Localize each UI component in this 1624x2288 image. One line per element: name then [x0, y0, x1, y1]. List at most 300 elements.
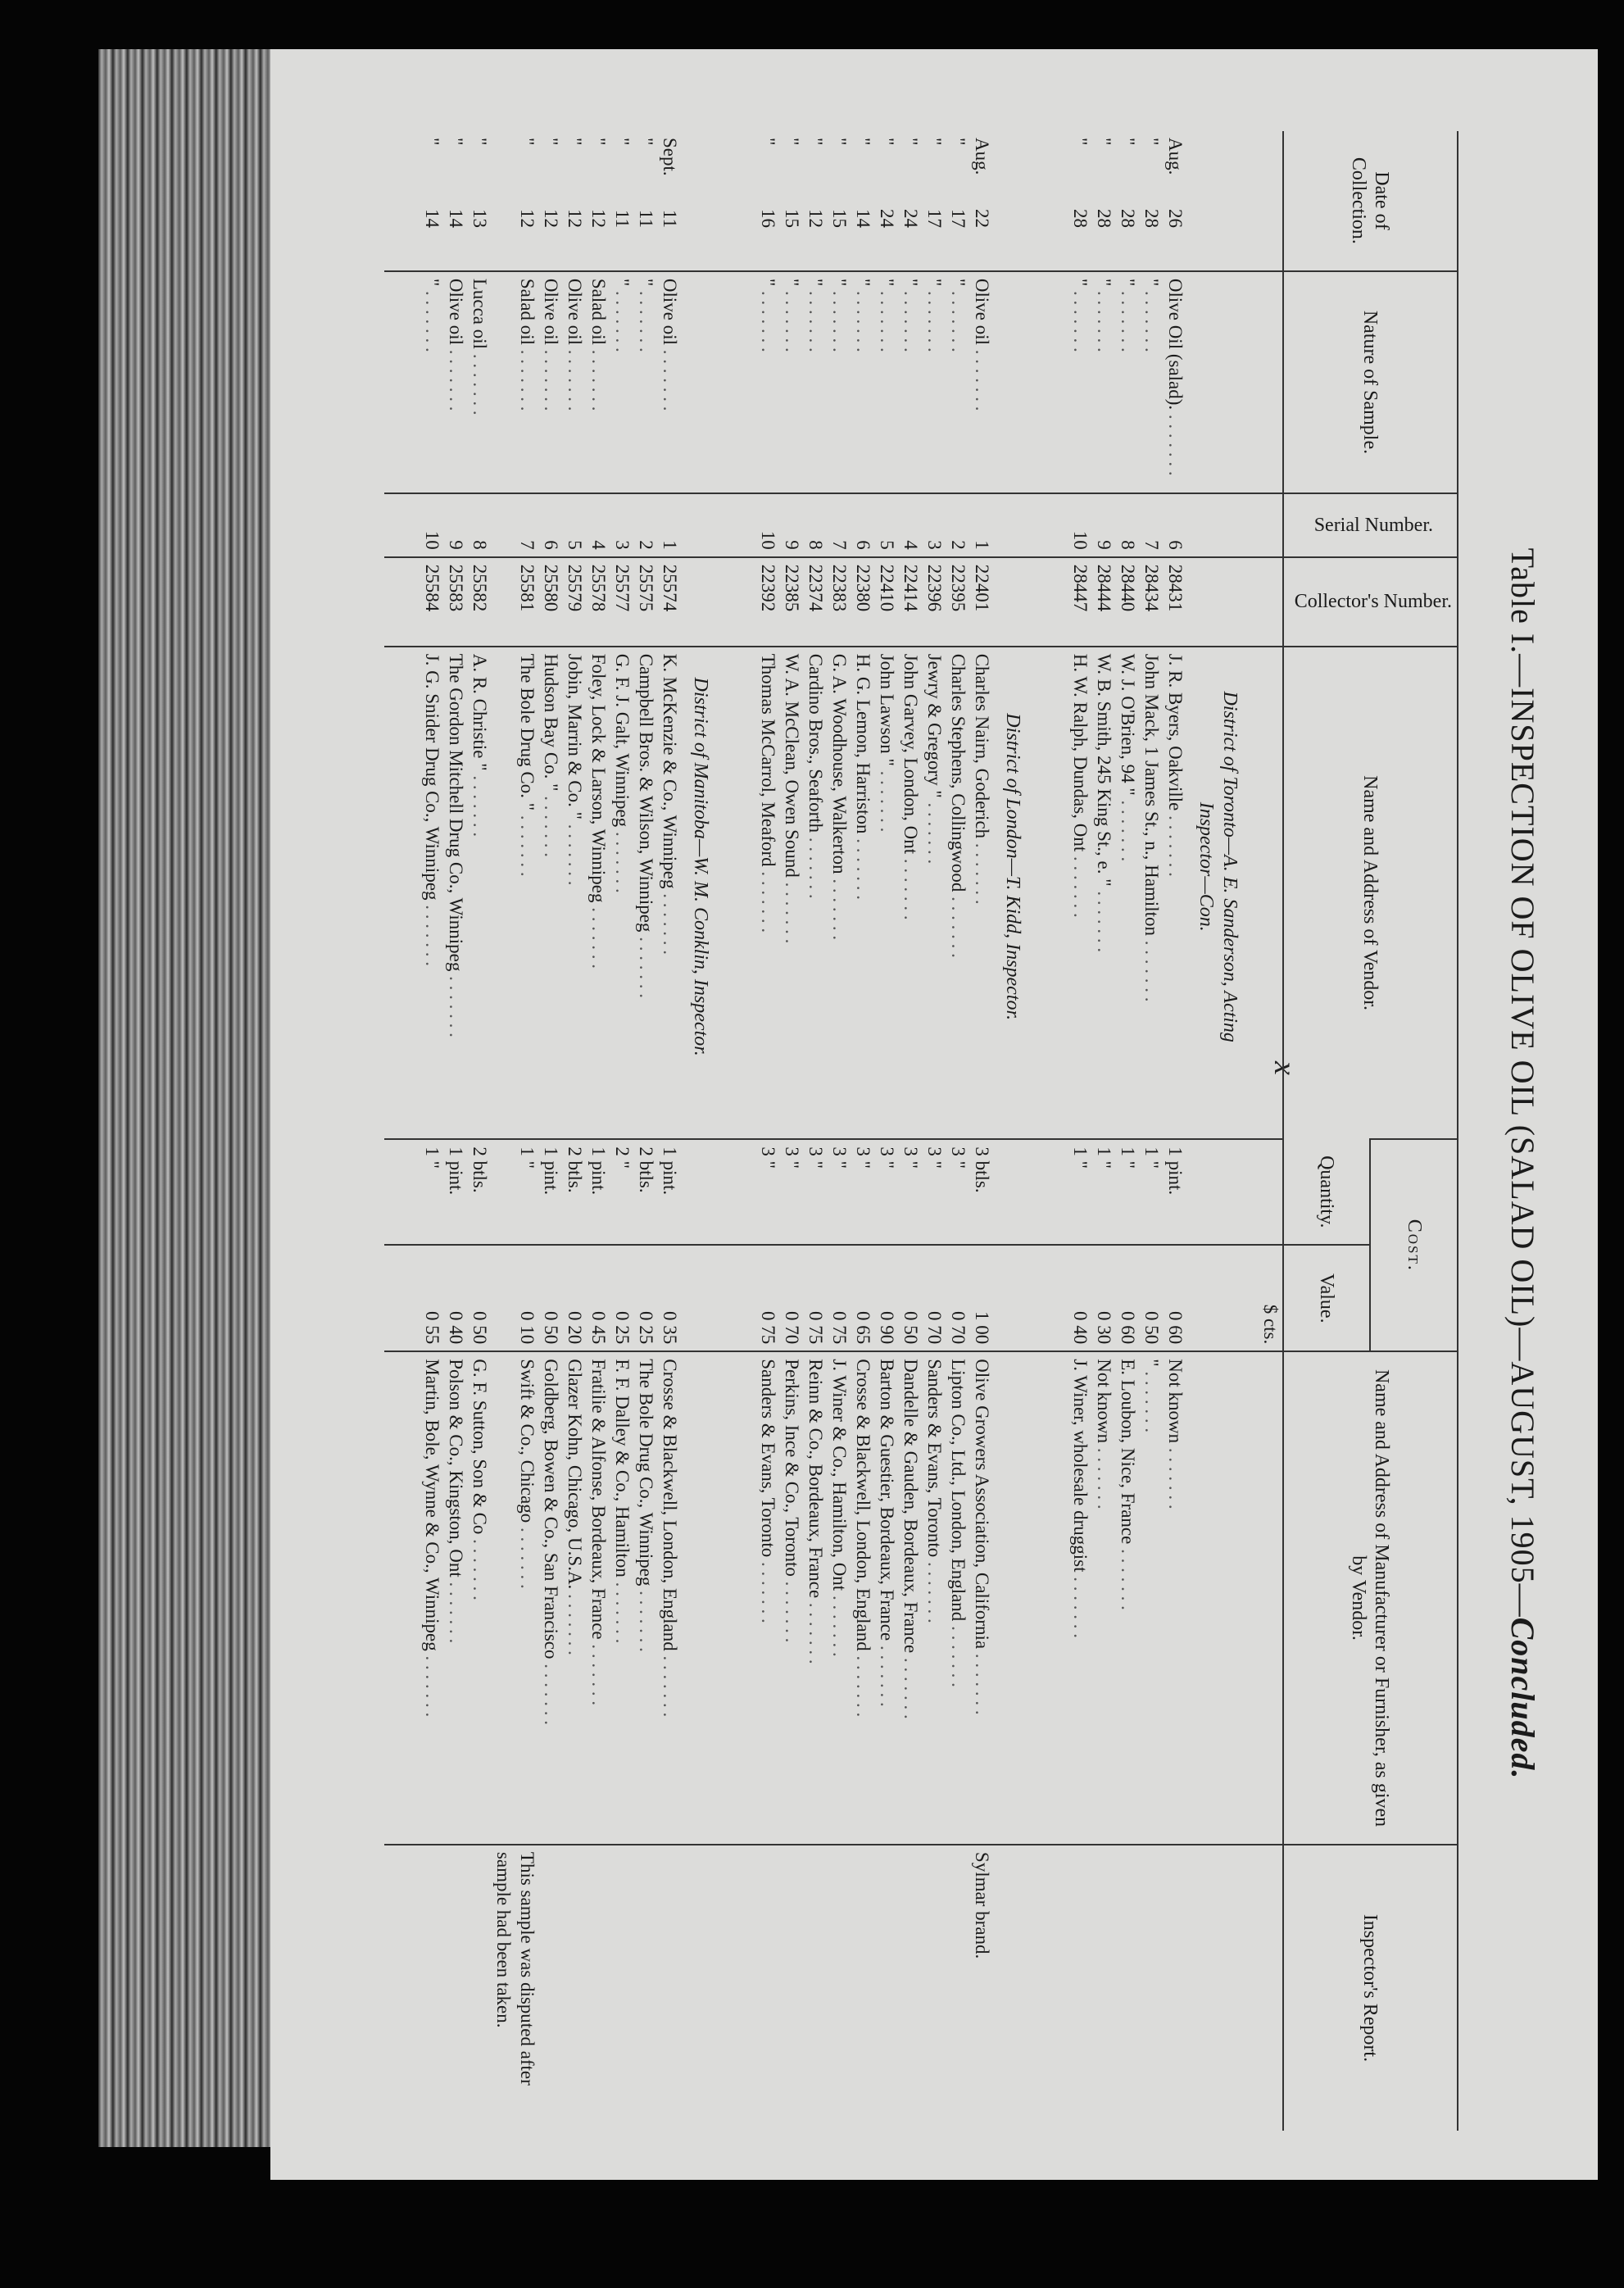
- date-cell: [875, 131, 899, 271]
- report-text: Sylmar brand.: [971, 1851, 992, 1959]
- serial-cell: 8: [1116, 493, 1140, 557]
- report-cell: [492, 1845, 539, 2131]
- serial-cell: 6: [851, 493, 875, 557]
- collector-cell: 25580: [539, 557, 563, 647]
- value-cell: 0 65: [851, 1245, 875, 1351]
- date-day: 12: [540, 209, 561, 228]
- nature-cell: " . . .: [1092, 271, 1116, 493]
- report-cell: [563, 1845, 587, 2131]
- report-cell: [444, 1845, 468, 2131]
- report-cell: [610, 1845, 634, 2131]
- date-cell: [780, 131, 804, 271]
- report-cell: [970, 1845, 994, 2131]
- empty-cell: [1187, 1351, 1250, 1845]
- value-cell: 0 60: [1164, 1245, 1187, 1351]
- value-cell: 0 40: [1068, 1245, 1092, 1351]
- empty-cell: [1187, 1845, 1250, 2131]
- serial-cell: 9: [780, 493, 804, 557]
- manufacturer-cell: Sanders & Evans, Toronto . . .: [756, 1351, 780, 1845]
- date-month: ": [852, 138, 873, 146]
- date-cell: [420, 131, 444, 271]
- manufacturer-cell: Not known . . .: [1092, 1351, 1116, 1845]
- date-cell: [634, 131, 658, 271]
- date-day: 12: [805, 209, 826, 228]
- empty-cell: [384, 647, 420, 1140]
- table-row: [492, 131, 539, 2131]
- empty-cell: [384, 1139, 420, 1245]
- report-cell: [828, 1845, 851, 2131]
- manufacturer-cell: Barton & Guestier, Bordeaux, France . . .: [875, 1351, 899, 1845]
- nature-cell: " . . .: [1140, 271, 1164, 493]
- table-title: [1504, 131, 1542, 2196]
- empty-cell: [720, 493, 756, 557]
- manufacturer-cell: Martin, Bole, Wynne & Co., Winnipeg . . .: [420, 1351, 444, 1845]
- date-cell: [1164, 131, 1187, 271]
- empty-cell: [1187, 131, 1250, 271]
- manufacturer-cell: J. Winer & Co., Hamilton, Ont . . .: [828, 1351, 851, 1845]
- vendor-cell: John Mack, 1 James St., n., Hamilton . . .: [1140, 647, 1164, 1140]
- report-cell: [756, 1845, 780, 2131]
- date-cell: [923, 131, 946, 271]
- empty-cell: [994, 1245, 1032, 1351]
- quantity-cell: 1 ": [420, 1139, 444, 1245]
- table-row: [828, 131, 851, 2131]
- manufacturer-cell: E. Loubon, Nice, France . . .: [1116, 1351, 1140, 1845]
- empty-cell: [1187, 1245, 1250, 1351]
- date-day: 15: [781, 209, 802, 228]
- date-cell: [1092, 131, 1116, 271]
- empty-cell: [1032, 1139, 1068, 1245]
- date-month: ": [540, 138, 561, 146]
- date-cell: [563, 131, 587, 271]
- empty-cell: [682, 557, 720, 647]
- empty-cell: [720, 271, 756, 493]
- quantity-cell: 3 ": [780, 1139, 804, 1245]
- manufacturer-cell: Goldberg, Bowen & Co., San Francisco . . .: [539, 1351, 563, 1845]
- nature-cell: Salad oil . . .: [587, 271, 610, 493]
- collector-cell: 25575: [634, 557, 658, 647]
- nature-cell: Olive Oil (salad). . . .: [1164, 271, 1187, 493]
- nature-cell: " . . .: [634, 271, 658, 493]
- collector-cell: 25583: [444, 557, 468, 647]
- value-cell: 0 50: [539, 1245, 563, 1351]
- date-month: Sept.: [659, 138, 680, 176]
- header-date: Date of Collection.: [1283, 131, 1458, 271]
- value-cell: 0 30: [1092, 1245, 1116, 1351]
- vendor-cell: John Lawson " . . .: [875, 647, 899, 1140]
- header-quantity: Quantity.: [1283, 1139, 1371, 1245]
- report-cell: [1092, 1845, 1116, 2131]
- quantity-cell: 3 ": [828, 1139, 851, 1245]
- value-cell: 0 70: [923, 1245, 946, 1351]
- collector-cell: 28444: [1092, 557, 1116, 647]
- vendor-cell: Jewry & Gregory " . . .: [923, 647, 946, 1140]
- serial-cell: 3: [610, 493, 634, 557]
- vendor-cell: The Bole Drug Co. " . . .: [492, 647, 539, 1140]
- currency-label: $ cts.: [1250, 1245, 1283, 1351]
- vendor-cell: G. F. J. Galt, Winnipeg . . .: [610, 647, 634, 1140]
- quantity-cell: 3 ": [851, 1139, 875, 1245]
- empty-cell: [994, 1139, 1032, 1245]
- district-label: District of Toronto—A. E. Sanderson, Acting Inspector—Con.: [1195, 691, 1241, 1042]
- report-cell: [946, 1845, 970, 2131]
- vendor-cell: Cardino Bros., Seaforth . . .: [804, 647, 828, 1140]
- date-cell: [468, 131, 492, 271]
- vendor-cell: A. R. Christie " . . .: [468, 647, 492, 1140]
- nature-cell: " . . .: [756, 271, 780, 493]
- table-row: [587, 131, 610, 2131]
- vendor-cell: W. A. McClean, Owen Sound . . .: [780, 647, 804, 1140]
- date-day: 13: [469, 209, 490, 228]
- empty-cell: [720, 1139, 756, 1245]
- date-month: ": [947, 138, 969, 146]
- empty-cell: [384, 271, 420, 493]
- date-month: ": [805, 138, 826, 146]
- empty-cell: [720, 647, 756, 1140]
- date-day: 11: [611, 209, 633, 228]
- empty-cell: [384, 493, 420, 557]
- table-row: [658, 131, 682, 2131]
- date-month: ": [421, 138, 442, 146]
- table-body: [384, 131, 1283, 2131]
- date-month: ": [1117, 138, 1138, 146]
- nature-cell: Olive oil . . .: [563, 271, 587, 493]
- header-collector-text: Collector's Number.: [1294, 591, 1452, 613]
- date-cell: [851, 131, 875, 271]
- table-row: [970, 131, 994, 2131]
- nature-cell: " . . .: [780, 271, 804, 493]
- vendor-cell: W. J. O'Brien, 94 " . . .: [1116, 647, 1140, 1140]
- date-day: 28: [1117, 209, 1138, 228]
- report-cell: [634, 1845, 658, 2131]
- quantity-cell: 2 ": [610, 1139, 634, 1245]
- report-cell: [851, 1845, 875, 2131]
- collector-cell: 22380: [851, 557, 875, 647]
- value-cell: 0 40: [444, 1245, 468, 1351]
- nature-cell: Salad oil . . .: [492, 271, 539, 493]
- report-cell: [780, 1845, 804, 2131]
- margin-mark: x: [1268, 1061, 1302, 1075]
- empty-cell: [1032, 647, 1068, 1140]
- title-concluded: Concluded.: [1504, 1617, 1541, 1780]
- serial-cell: 9: [1092, 493, 1116, 557]
- collector-cell: 25579: [563, 557, 587, 647]
- date-day: 15: [828, 209, 850, 228]
- date-cell: [970, 131, 994, 271]
- report-cell: [658, 1845, 682, 2131]
- empty-cell: [1032, 493, 1068, 557]
- district-row: [994, 131, 1032, 2131]
- inspection-table: [384, 131, 1458, 2131]
- value-cell: 0 20: [563, 1245, 587, 1351]
- nature-cell: " . . .: [899, 271, 923, 493]
- manufacturer-cell: F. F. Dalley & Co., Hamilton . . .: [610, 1351, 634, 1845]
- empty-cell: [384, 557, 420, 647]
- manufacturer-cell: Olive Growers Association, California . . .: [970, 1351, 994, 1845]
- quantity-cell: 2 btls.: [634, 1139, 658, 1245]
- currency-row: [1250, 131, 1283, 2131]
- empty-cell: [1187, 493, 1250, 557]
- manufacturer-cell: Perkins, Ince & Co., Toronto . . .: [780, 1351, 804, 1845]
- serial-cell: 10: [420, 493, 444, 557]
- vendor-cell: John Garvey, London, Ont . . .: [899, 647, 923, 1140]
- serial-cell: 7: [492, 493, 539, 557]
- district-cell: [994, 647, 1032, 1140]
- manufacturer-cell: Fratilie & Alfonse, Bordeaux, France . . .: [587, 1351, 610, 1845]
- collector-cell: 28431: [1164, 557, 1187, 647]
- nature-cell: " . . .: [851, 271, 875, 493]
- collector-cell: 22374: [804, 557, 828, 647]
- empty-cell: [994, 493, 1032, 557]
- district-label: District of London—T. Kidd, Inspector.: [1001, 713, 1023, 1021]
- empty-cell: [1187, 271, 1250, 493]
- date-month: ": [1093, 138, 1114, 146]
- table-row: [420, 131, 444, 2131]
- empty-cell: [720, 1845, 756, 2131]
- value-cell: 0 70: [946, 1245, 970, 1351]
- empty-cell: [384, 1245, 420, 1351]
- collector-cell: 22414: [899, 557, 923, 647]
- report-cell: [1140, 1845, 1164, 2131]
- report-text: This sample was disputed after sample had been taken.: [492, 1851, 538, 2086]
- vendor-cell: Charles Nairn, Goderich . . .: [970, 647, 994, 1140]
- serial-cell: 10: [1068, 493, 1092, 557]
- quantity-cell: 2 btls.: [563, 1139, 587, 1245]
- value-cell: 1 00: [970, 1245, 994, 1351]
- header-value: Value.: [1283, 1245, 1371, 1351]
- date-day: 28: [1093, 209, 1114, 228]
- empty-cell: [720, 1245, 756, 1351]
- date-month: ": [1141, 138, 1162, 146]
- table-row: [804, 131, 828, 2131]
- report-cell: [804, 1845, 828, 2131]
- manufacturer-cell: Dandelle & Gauden, Bordeaux, France . . .: [899, 1351, 923, 1845]
- empty-cell: [682, 131, 720, 271]
- quantity-cell: 3 ": [923, 1139, 946, 1245]
- table-row: [444, 131, 468, 2131]
- date-cell: [756, 131, 780, 271]
- serial-cell: 4: [587, 493, 610, 557]
- quantity-cell: 1 pint.: [658, 1139, 682, 1245]
- report-cell: [1068, 1845, 1092, 2131]
- empty-cell: [1032, 131, 1068, 271]
- header-serial: [1283, 493, 1458, 557]
- quantity-cell: 3 ": [756, 1139, 780, 1245]
- district-label: District of Manitoba—W. M. Conklin, Inspector.: [689, 677, 711, 1056]
- empty-cell: [1032, 1245, 1068, 1351]
- date-month: ": [445, 138, 466, 146]
- vendor-cell: G. A. Woodhouse, Walkerton . . .: [828, 647, 851, 1140]
- date-cell: [1068, 131, 1092, 271]
- report-cell: [587, 1845, 610, 2131]
- nature-cell: " . . .: [946, 271, 970, 493]
- empty-cell: [682, 493, 720, 557]
- date-month: ": [516, 138, 538, 146]
- table-row: [780, 131, 804, 2131]
- table-row: [610, 131, 634, 2131]
- value-cell: 0 10: [492, 1245, 539, 1351]
- value-cell: 0 50: [1140, 1245, 1164, 1351]
- vendor-cell: K. McKenzie & Co., Winnipeg . . .: [658, 647, 682, 1140]
- district-row: [1187, 131, 1250, 2131]
- empty-cell: [994, 557, 1032, 647]
- header-report: Inspector's Report.: [1283, 1845, 1458, 2131]
- date-day: 12: [587, 209, 609, 228]
- nature-cell: " . . .: [1068, 271, 1092, 493]
- date-month: Aug.: [971, 138, 992, 175]
- district-cell: [682, 647, 720, 1140]
- date-day: 14: [445, 209, 466, 228]
- table-row: [634, 131, 658, 2131]
- spacer-row: [384, 131, 420, 2131]
- table-row: [1092, 131, 1116, 2131]
- spacer-row: [720, 131, 756, 2131]
- date-cell: [492, 131, 539, 271]
- nature-cell: Olive oil . . .: [970, 271, 994, 493]
- value-cell: 0 60: [1116, 1245, 1140, 1351]
- quantity-cell: 3 ": [875, 1139, 899, 1245]
- date-month: ": [469, 138, 490, 146]
- report-cell: [923, 1845, 946, 2131]
- collector-cell: 22383: [828, 557, 851, 647]
- report-cell: [899, 1845, 923, 2131]
- nature-cell: Olive oil . . .: [444, 271, 468, 493]
- quantity-cell: 3 ": [946, 1139, 970, 1245]
- date-day: 24: [900, 209, 921, 228]
- table-row: [539, 131, 563, 2131]
- table-row: [875, 131, 899, 2131]
- serial-cell: 5: [875, 493, 899, 557]
- header-nature: Nature of Sample.: [1283, 271, 1458, 493]
- value-cell: 0 25: [610, 1245, 634, 1351]
- date-month: ": [587, 138, 609, 146]
- scan-page-edge: [98, 49, 279, 2147]
- table-row: [946, 131, 970, 2131]
- quantity-cell: 3 ": [899, 1139, 923, 1245]
- collector-cell: 25584: [420, 557, 444, 647]
- value-cell: 0 35: [658, 1245, 682, 1351]
- collector-cell: 28440: [1116, 557, 1140, 647]
- empty-cell: [384, 131, 420, 271]
- date-day: 12: [516, 209, 538, 228]
- value-cell: 0 75: [828, 1245, 851, 1351]
- date-month: ": [923, 138, 945, 146]
- collector-cell: 22395: [946, 557, 970, 647]
- rotated-table-page: [336, 131, 1549, 2196]
- serial-cell: 2: [634, 493, 658, 557]
- date-cell: [539, 131, 563, 271]
- date-month: ": [828, 138, 850, 146]
- header-manufacturer: Name and Address of Manufacturer or Furnisher, as given by Vendor.: [1283, 1351, 1458, 1845]
- serial-cell: 7: [1140, 493, 1164, 557]
- value-cell: 0 50: [468, 1245, 492, 1351]
- value-cell: 0 75: [804, 1245, 828, 1351]
- serial-cell: 8: [804, 493, 828, 557]
- empty-cell: [720, 557, 756, 647]
- date-day: 12: [564, 209, 585, 228]
- date-day: 14: [852, 209, 873, 228]
- empty-cell: [994, 131, 1032, 271]
- quantity-cell: 1 ": [492, 1139, 539, 1245]
- date-day: 24: [876, 209, 897, 228]
- value-cell: 0 45: [587, 1245, 610, 1351]
- manufacturer-cell: Crosse & Blackwell, London, England . . .: [658, 1351, 682, 1845]
- date-day: 28: [1069, 209, 1091, 228]
- serial-cell: 2: [946, 493, 970, 557]
- collector-cell: 22401: [970, 557, 994, 647]
- district-row: [682, 131, 720, 2131]
- nature-cell: Lucca oil . . .: [468, 271, 492, 493]
- manufacturer-cell: J. Winer, wholesale druggist . . .: [1068, 1351, 1092, 1845]
- serial-cell: 6: [539, 493, 563, 557]
- manufacturer-cell: Swift & Co., Chicago . . .: [492, 1351, 539, 1845]
- serial-cell: 3: [923, 493, 946, 557]
- empty-cell: [994, 1351, 1032, 1845]
- collector-cell: 22396: [923, 557, 946, 647]
- date-month: ": [611, 138, 633, 146]
- date-day: 16: [757, 209, 778, 228]
- date-day: 14: [421, 209, 442, 228]
- header-collector: [1283, 557, 1458, 647]
- vendor-cell: The Gordon Mitchell Drug Co., Winnipeg . . .: [444, 647, 468, 1140]
- report-cell: [875, 1845, 899, 2131]
- serial-cell: 7: [828, 493, 851, 557]
- header-cost: Cost.: [1370, 1139, 1458, 1351]
- value-cell: 0 50: [899, 1245, 923, 1351]
- nature-cell: " . . .: [1116, 271, 1140, 493]
- value-cell: 0 25: [634, 1245, 658, 1351]
- nature-cell: " . . .: [923, 271, 946, 493]
- manufacturer-cell: " . . .: [1140, 1351, 1164, 1845]
- manufacturer-cell: The Bole Drug Co., Winnipeg . . .: [634, 1351, 658, 1845]
- empty-cell: [1032, 271, 1068, 493]
- quantity-cell: 1 pint.: [444, 1139, 468, 1245]
- quantity-cell: 1 ": [1116, 1139, 1140, 1245]
- table-row: [851, 131, 875, 2131]
- date-month: ": [900, 138, 921, 146]
- empty-cell: [720, 1351, 756, 1845]
- nature-cell: " . . .: [420, 271, 444, 493]
- date-day: 11: [659, 209, 680, 228]
- empty-cell: [994, 271, 1032, 493]
- quantity-cell: 1 pint.: [539, 1139, 563, 1245]
- table-row: [1068, 131, 1092, 2131]
- empty-cell: [384, 1351, 420, 1845]
- collector-cell: 25578: [587, 557, 610, 647]
- quantity-cell: 1 pint.: [587, 1139, 610, 1245]
- empty-cell: [1032, 557, 1068, 647]
- quantity-cell: 2 btls.: [468, 1139, 492, 1245]
- value-cell: 0 90: [875, 1245, 899, 1351]
- date-month: Aug.: [1164, 138, 1186, 175]
- manufacturer-cell: Glazer Kohn, Chicago, U.S.A. . . .: [563, 1351, 587, 1845]
- empty-cell: [682, 1245, 720, 1351]
- date-day: 28: [1141, 209, 1162, 228]
- date-month: ": [876, 138, 897, 146]
- collector-cell: 25582: [468, 557, 492, 647]
- nature-cell: " . . .: [804, 271, 828, 493]
- date-month: ": [1069, 138, 1091, 146]
- collector-cell: 22385: [780, 557, 804, 647]
- table-row: [1116, 131, 1140, 2131]
- nature-cell: Olive oil . . .: [539, 271, 563, 493]
- date-day: 22: [971, 209, 992, 228]
- date-cell: [658, 131, 682, 271]
- collector-cell: 22410: [875, 557, 899, 647]
- collector-cell: 28434: [1140, 557, 1164, 647]
- manufacturer-cell: Lipton Co., Ltd., London, England . . .: [946, 1351, 970, 1845]
- value-cell: 0 70: [780, 1245, 804, 1351]
